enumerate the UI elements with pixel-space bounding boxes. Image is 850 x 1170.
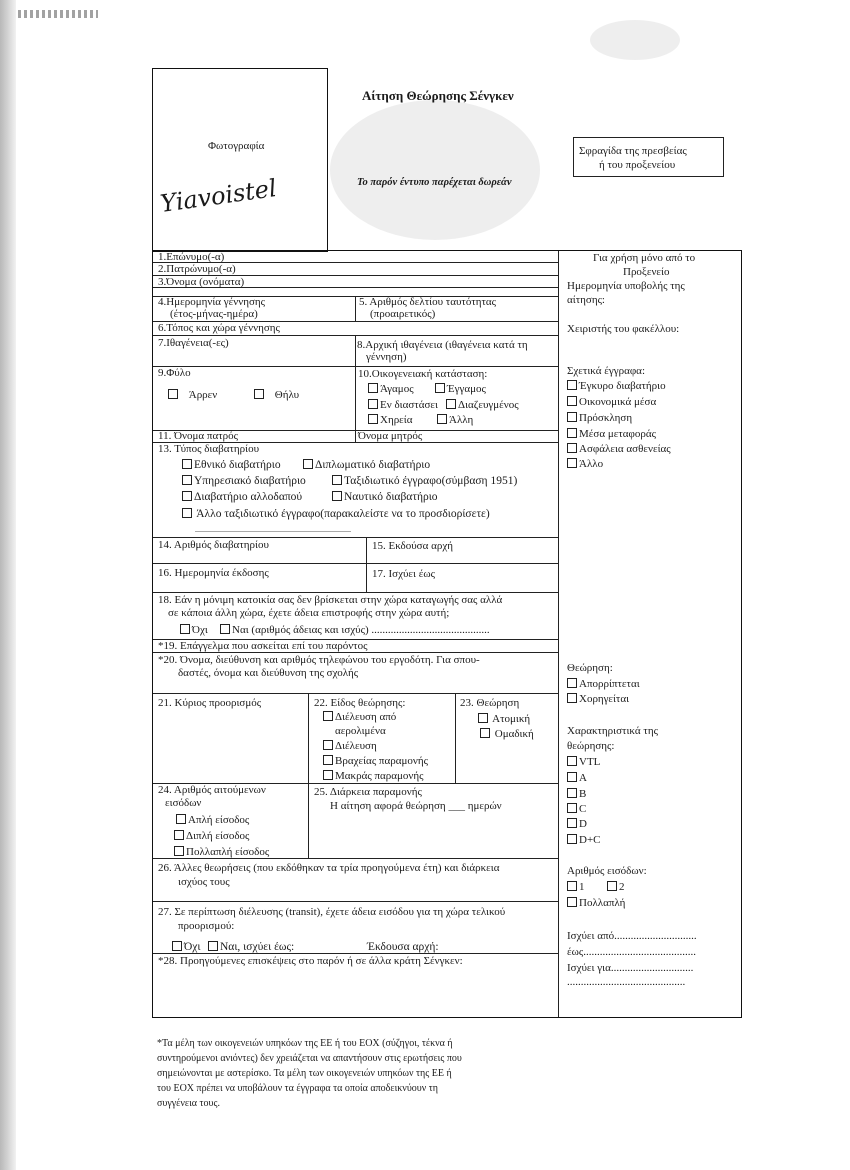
passport-travel-option[interactable]: Ταξιδιωτικό έγγραφο(σύμβαση 1951) — [332, 475, 517, 488]
checkbox[interactable] — [567, 818, 577, 828]
field-18-sublabel: σε κάποια άλλη χώρα, έχετε άδεια επιστροφής στην χώρα αυτή; — [168, 607, 450, 619]
checkbox[interactable] — [567, 881, 577, 891]
field-26-label: 26. Άλλες θεωρήσεις (που εκδόθηκαν τα τρία προηγούμενα έτη) και διάρκεια — [158, 862, 500, 874]
visa-granted-option[interactable]: Χορηγείται — [567, 693, 629, 706]
checkbox[interactable] — [182, 459, 192, 469]
checkbox[interactable] — [368, 399, 378, 409]
checkbox[interactable] — [567, 788, 577, 798]
checkbox[interactable] — [567, 443, 577, 453]
field-2-label: 2.Πατρώνυμο(-α) — [158, 263, 236, 275]
field-4-sublabel: (έτος-μήνας-ημέρα) — [170, 308, 258, 320]
scan-edge — [0, 0, 16, 1170]
checkbox[interactable] — [176, 814, 186, 824]
row-line — [153, 901, 558, 902]
footnote-line-4: του ΕΟΧ πρέπει να υποβάλουν τα έγγραφα τα οποία αποδεικνύουν τη — [157, 1083, 439, 1094]
doc-valid-passport[interactable]: Έγκυρο διαβατήριο — [567, 380, 666, 393]
row-line — [153, 693, 558, 694]
form-title: Αίτηση Θεώρησης Σένγκεν — [362, 88, 514, 103]
checkbox[interactable] — [567, 678, 577, 688]
side-divider — [558, 251, 559, 1017]
file-handler-label: Χειριστής του φακέλλου: — [567, 323, 680, 335]
doc-other[interactable]: Άλλο — [567, 458, 603, 471]
visa-decision-title: Θεώρηση: — [567, 662, 613, 674]
char-d-option[interactable]: D — [567, 818, 587, 831]
visa-airport-sublabel: αερολιμένα — [335, 725, 386, 737]
checkbox[interactable] — [332, 491, 342, 501]
field-23-label: 23. Θεώρηση — [460, 697, 520, 709]
char-a-option[interactable]: A — [567, 772, 587, 785]
checkbox[interactable] — [180, 624, 190, 634]
checkbox[interactable] — [567, 458, 577, 468]
field-9-label: 9.Φύλο — [158, 367, 191, 379]
checkbox[interactable] — [437, 414, 447, 424]
field-15-label: 15. Εκδούσα αρχή — [372, 540, 453, 552]
scan-mark — [18, 10, 98, 18]
doc-transport[interactable]: Μέσα μεταφοράς — [567, 428, 656, 441]
entries-two-option[interactable]: 2 — [607, 881, 625, 894]
checkbox[interactable] — [323, 711, 333, 721]
passport-other-dots: .............................................................................. — [195, 525, 351, 534]
field-24-label: 24. Αριθμός αιτούμενων — [158, 784, 266, 796]
field-20-sublabel: δαστές, όνομα και διεύθυνση της σχολής — [178, 667, 359, 679]
row-line — [153, 592, 558, 593]
col-line — [355, 296, 356, 321]
char-dc-option[interactable]: D+C — [567, 834, 600, 847]
side-title: Για χρήση μόνο από το — [593, 252, 696, 264]
passport-national-option[interactable]: Εθνικό διαβατήριο — [182, 459, 281, 472]
transit-authority-label: Έκδουσα αρχή: — [367, 941, 439, 953]
doc-financial-means[interactable]: Οικονομικά μέσα — [567, 396, 656, 409]
passport-alien-option[interactable]: Διαβατήριο αλλοδαπού — [182, 491, 302, 504]
field-26-sublabel: ισχύος τους — [178, 876, 230, 888]
stamp-line2: ή του προξενείου — [599, 159, 676, 171]
field-19-label: *19. Επάγγελμα που ασκείται επί του παρόντος — [158, 640, 368, 652]
marital-divorced-option[interactable]: Διαζευγμένος — [446, 399, 519, 412]
marital-separated-option[interactable]: Εν διαστάσει — [368, 399, 438, 412]
entries-multiple-option[interactable]: Πολλαπλή είσοδος — [174, 846, 269, 859]
valid-until-field[interactable]: έως......................................... — [567, 946, 696, 958]
checkbox[interactable] — [567, 772, 577, 782]
field-4-label: 4.Ημερομηνία γέννησης — [158, 296, 266, 308]
checkbox[interactable] — [567, 756, 577, 766]
visa-rejected-option[interactable]: Απορρίπτεται — [567, 678, 640, 691]
checkbox[interactable] — [567, 693, 577, 703]
entries-count-title: Αριθμός εισόδων: — [567, 865, 647, 877]
photo-label: Φωτογραφία — [208, 140, 265, 152]
checkbox[interactable] — [567, 412, 577, 422]
char-b-option[interactable]: B — [567, 788, 586, 801]
checkbox[interactable] — [435, 383, 445, 393]
checkbox[interactable] — [168, 389, 178, 399]
checkbox[interactable] — [323, 755, 333, 765]
field-13-label: 13. Τύπος διαβατηρίου — [158, 443, 260, 455]
checkbox[interactable] — [567, 897, 577, 907]
col-line — [455, 693, 456, 783]
checkbox[interactable] — [368, 414, 378, 424]
field-18-label: 18. Εάν η μόνιμη κατοικία σας δεν βρίσκεται στην χώρα καταγωγής σας αλλά — [158, 594, 503, 606]
field-25-label: 25. Διάρκεια παραμονής — [314, 786, 422, 798]
transit-permit-no-option[interactable]: Όχι — [172, 941, 201, 954]
visa-transit-option[interactable]: Διέλευση — [323, 740, 377, 753]
visa-long-stay-option[interactable]: Μακράς παραμονής — [323, 770, 424, 783]
checkbox[interactable] — [182, 475, 192, 485]
checkbox[interactable] — [172, 941, 182, 951]
free-note: Το παρόν έντυπο παρέχεται δωρεάν — [357, 177, 512, 188]
field-12-label: Όνομα μητρός — [358, 430, 423, 442]
field-16-label: 16. Ημερομηνία έκδοσης — [158, 567, 269, 579]
checkbox[interactable] — [174, 846, 184, 856]
char-vtl-option[interactable]: VTL — [567, 756, 600, 769]
checkbox[interactable] — [480, 728, 490, 738]
col-line — [308, 693, 309, 858]
valid-for-field[interactable]: Ισχύει για.............................. — [567, 962, 694, 974]
marital-married-option[interactable]: Έγγαμος — [435, 383, 486, 396]
checkbox[interactable] — [446, 399, 456, 409]
visa-airport-option[interactable]: Διέλευση από — [323, 711, 396, 724]
passport-diplomatic-option[interactable]: Διπλωματικό διαβατήριο — [303, 459, 430, 472]
passport-other-option[interactable]: Άλλο ταξιδιωτικό έγγραφο(παρακαλείστε να το προσδιορίσετε) — [182, 508, 490, 521]
checkbox[interactable] — [478, 713, 488, 723]
scan-smudge — [590, 20, 680, 60]
checkbox[interactable] — [368, 383, 378, 393]
row-line — [153, 563, 558, 564]
checkbox[interactable] — [182, 491, 192, 501]
field-5-label: 5. Αριθμός δελτίου ταυτότητας — [359, 296, 497, 308]
sex-male-option[interactable]: Άρρεν — [168, 389, 217, 402]
field-8-label: 8.Αρχική ιθαγένεια (ιθαγένεια κατά τη — [357, 339, 528, 351]
entries-double-option[interactable]: Διπλή είσοδος — [174, 830, 249, 843]
field-7-label: 7.Ιθαγένεια(-ες) — [158, 337, 229, 349]
checkbox[interactable] — [567, 380, 577, 390]
marital-other-option[interactable]: Άλλη — [437, 414, 473, 427]
side-title-2: Προξενείο — [623, 266, 670, 278]
field-11-label: 11. Όνομα πατρός — [158, 430, 239, 442]
checkbox[interactable] — [567, 803, 577, 813]
field-27-label: 27. Σε περίπτωση διέλευσης (transit), έχετε άδεια εισόδου για τη χώρα τελικού — [158, 906, 506, 918]
field-3-label: 3.Όνομα (ονόματα) — [158, 276, 245, 288]
field-22-label: 22. Είδος θεώρησης: — [314, 697, 406, 709]
field-25-text: Η αίτηση αφορά θεώρηση ___ ημερών — [330, 800, 502, 812]
footnote-line-1: *Τα μέλη των οικογενειών υπηκόων της ΕΕ ή του ΕΟΧ (σύζηγοι, τέκνα ή — [157, 1038, 453, 1049]
row-line — [153, 537, 558, 538]
field-6-label: 6.Τόπος και χώρα γέννησης — [158, 322, 280, 334]
checkbox[interactable] — [607, 881, 617, 891]
checkbox[interactable] — [220, 624, 230, 634]
return-permit-yes-option[interactable]: Ναι (αριθμός άδειας και ισχύς) ........................................... — [220, 624, 490, 637]
return-permit-no-option[interactable]: Όχι — [180, 624, 208, 637]
checkbox[interactable] — [208, 941, 218, 951]
visa-characteristics-sublabel: θεώρησης: — [567, 740, 615, 752]
field-14-label: 14. Αριθμός διαβατηρίου — [158, 539, 269, 551]
checkbox[interactable] — [323, 740, 333, 750]
field-5-sublabel: (προαιρετικός) — [370, 308, 436, 320]
application-date-label: Ημερομηνία υποβολής της — [567, 280, 685, 292]
visa-characteristics-title: Χαρακτηριστικά της — [567, 725, 658, 737]
field-24-sublabel: εισόδων — [165, 797, 202, 809]
sex-female-option[interactable]: Θήλυ — [254, 389, 299, 402]
scan-smudge — [330, 100, 540, 240]
application-date-sublabel: αίτησης: — [567, 294, 605, 306]
valid-from-field[interactable]: Ισχύει από.............................. — [567, 930, 697, 942]
footnote-line-2: συντηρούμενοι ανιόντες) δεν χρειάζεται να απαντήσουν στις ερωτήσεις που — [157, 1053, 462, 1064]
footnote-line-5: συγγένεια τους. — [157, 1098, 220, 1109]
field-1-label: 1.Επώνυμο(-α) — [158, 251, 225, 263]
field-21-label: 21. Κύριος προορισμός — [158, 697, 262, 709]
transit-permit-yes-option[interactable]: Ναι, ισχύει έως: — [208, 941, 294, 954]
footnote-line-3: σημειώνονται με αστερίσκο. Τα μέλη των οικογενειών υπηκόων της ΕΕ ή — [157, 1068, 452, 1079]
visa-short-stay-option[interactable]: Βραχείας παραμονής — [323, 755, 428, 768]
char-c-option[interactable]: C — [567, 803, 586, 816]
checkbox[interactable] — [174, 830, 184, 840]
photo-signature: Yiavoistel — [158, 173, 279, 219]
checkbox[interactable] — [567, 834, 577, 844]
field-17-label: 17. Ισχύει έως — [372, 568, 435, 580]
marital-widowed-option[interactable]: Χηρεία — [368, 414, 413, 427]
checkbox[interactable] — [254, 389, 264, 399]
checkbox[interactable] — [182, 508, 192, 518]
passport-seaman-option[interactable]: Ναυτικό διαβατήριο — [332, 491, 438, 504]
col-line — [355, 335, 356, 442]
col-line — [366, 537, 367, 592]
field-27-sublabel: προορισμού: — [178, 920, 235, 932]
doc-health-insurance[interactable]: Ασφάλεια ασθενείας — [567, 443, 671, 456]
field-8-sublabel: γέννηση) — [366, 351, 407, 363]
checkbox[interactable] — [567, 396, 577, 406]
field-20-label: *20. Όνομα, διεύθυνση και αριθμός τηλεφώνου του εργοδότη. Για σπου- — [158, 654, 480, 666]
entries-single-option[interactable]: Απλή είσοδος — [176, 814, 249, 827]
checkbox[interactable] — [332, 475, 342, 485]
field-10-label: 10.Οικογενειακή κατάσταση: — [358, 368, 488, 380]
checkbox[interactable] — [303, 459, 313, 469]
doc-invitation[interactable]: Πρόσκληση — [567, 412, 632, 425]
entries-multi-option[interactable]: Πολλαπλή — [567, 897, 625, 910]
stamp-line1: Σφραγίδα της πρεσβείας — [579, 145, 687, 157]
checkbox[interactable] — [567, 428, 577, 438]
visa-group-option[interactable]: Ομαδική — [480, 728, 534, 741]
extra-dots-field[interactable]: ........................................... — [567, 976, 686, 988]
marital-single-option[interactable]: Άγαμος — [368, 383, 414, 396]
visa-individual-option[interactable]: Ατομική — [478, 713, 530, 726]
passport-service-option[interactable]: Υπηρεσιακό διαβατήριο — [182, 475, 306, 488]
checkbox[interactable] — [323, 770, 333, 780]
photo-box — [152, 68, 328, 252]
field-28-label: *28. Προηγούμενες επισκέψεις στο παρόν ή σε άλλα κράτη Σένγκεν: — [158, 955, 463, 967]
entries-one-option[interactable]: 1 — [567, 881, 585, 894]
documents-title: Σχετικά έγγραφα: — [567, 365, 646, 377]
